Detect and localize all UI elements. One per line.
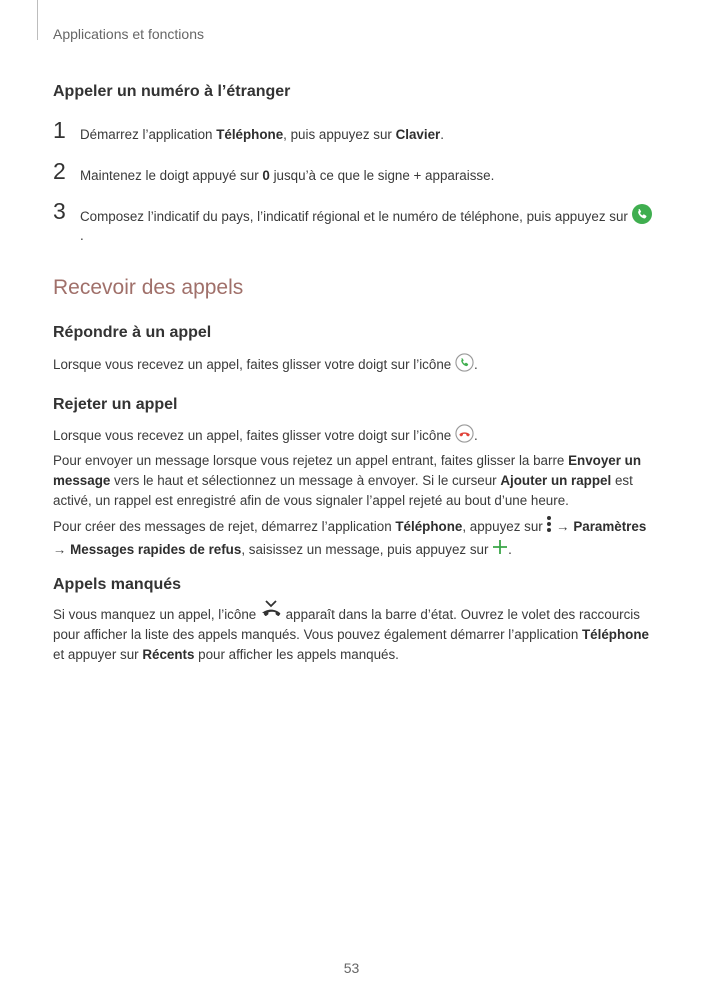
phone-reject-icon bbox=[455, 424, 474, 449]
plus-icon bbox=[492, 539, 508, 561]
subheading-missed: Appels manqués bbox=[53, 576, 182, 593]
step-3-period: . bbox=[80, 228, 84, 243]
paragraph-reject-3: Pour créer des messages de rejet, démarrez l’application Téléphone, appuyez sur → Paramètres → Messages rapides de refus, saisissez un message, puis appuyez sur . bbox=[53, 515, 651, 561]
missed-call-icon bbox=[260, 599, 282, 625]
step-number: 2 bbox=[53, 158, 66, 184]
phone-call-green-icon bbox=[632, 204, 652, 227]
subheading-reject: Rejeter un appel bbox=[53, 396, 178, 413]
step-text: Démarrez l’application Téléphone, puis appuyez sur Clavier. bbox=[80, 127, 444, 142]
page-number: 53 bbox=[343, 960, 360, 976]
phone-answer-icon bbox=[455, 353, 474, 378]
header-rule bbox=[37, 0, 38, 40]
paragraph-missed: Si vous manquez un appel, l’icône apparaît dans la barre d’état. Ouvrez le volet des raccourcis pour afficher la liste des appels manqués. Vous pouvez également démarrer l’application Téléphone et appuyer sur Récents pour afficher les appels manqués. bbox=[53, 605, 651, 665]
step-text: Maintenez le doigt appuyé sur 0 jusqu’à ce que le signe + apparaisse. bbox=[80, 168, 495, 183]
paragraph-reject-1: Lorsque vous recevez un appel, faites glisser votre doigt sur l’icône . bbox=[53, 424, 651, 449]
paragraph-reject-2: Pour envoyer un message lorsque vous rejetez un appel entrant, faites glisser la barre Envoyer un message vers le haut et sélectionnez un message à envoyer. Si le curseur Ajouter un rappel est activé, un rappel est enregistré afin de vous signaler l’appel rejeté au bout d’une heure. bbox=[53, 453, 642, 508]
paragraph-answer: Lorsque vous recevez un appel, faites glisser votre doigt sur l’icône . bbox=[53, 353, 651, 378]
step-text: Composez l’indicatif du pays, l’indicatif régional et le numéro de téléphone, puis appuyez sur bbox=[80, 208, 650, 227]
step-number: 1 bbox=[53, 117, 66, 143]
section-heading-international: Appeler un numéro à l’étranger bbox=[53, 83, 291, 100]
step-number: 3 bbox=[53, 198, 66, 224]
subheading-answer: Répondre à un appel bbox=[53, 324, 212, 341]
header-title: Applications et fonctions bbox=[53, 26, 204, 42]
section-heading-receive: Recevoir des appels bbox=[53, 276, 244, 299]
